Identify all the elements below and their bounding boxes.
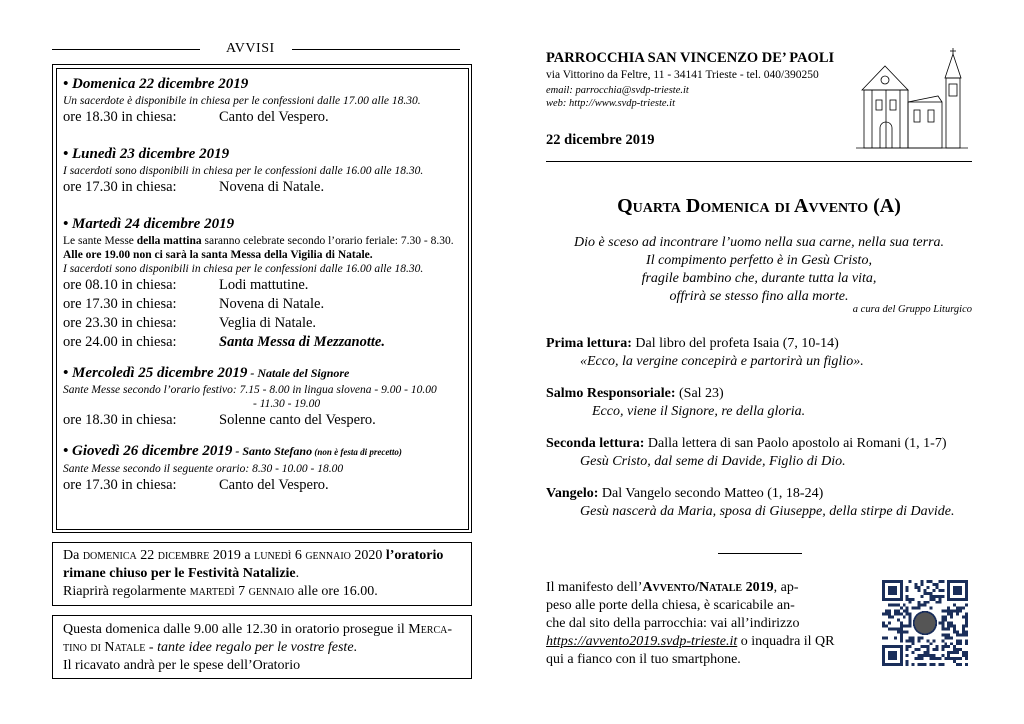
- main-title: Quarta Domenica di Avvento (A): [617, 195, 901, 217]
- parish-name: PARROCCHIA SAN VINCENZO DE’ PAOLI: [546, 50, 835, 66]
- event-martedi: • Martedì 24 dicembre 2019 Le sante Messe della mattina saranno celebrate secondo l’orario feriale: 7.30 - 8.30. Alle ore 19.00 non ci sarà la santa Messa della Vigilia di Natale. I sacerdoti sono disponibili in chiesa per le confessioni dalle 16.00 alle 18.30. ore 08.10 in chiesa: Lodi mattutine. ore 17.30 in chiesa: Novena di Natale. ore 23.30 in chiesa: Veglia di Natale. ore 24.00 in chiesa: Santa Messa di Mezzanotte.: [63, 215, 463, 352]
- parish-address: via Vittorino da Feltre, 11 - 34141 Trieste - tel. 040/390250: [546, 69, 819, 81]
- reading-seconda: Seconda lettura: Dalla lettera di san Paolo apostolo ai Romani (1, 1-7) Gesù Cristo, dal seme di Davide, Figlio di Dio.: [546, 436, 947, 469]
- bulletin-date: 22 dicembre 2019: [546, 132, 655, 148]
- church-drawing: [852, 44, 972, 152]
- event-mercoledi: • Mercoledì 25 dicembre 2019 - Natale del Signore Sante Messe secondo l’orario festivo: 7.15 - 8.00 in lingua slovena - 9.00 - 10.00 - 11.30 - 19.00 ore 18.30 in chiesa: Solenne canto del Vespero.: [63, 364, 463, 430]
- event-lunedi: • Lunedì 23 dicembre 2019 I sacerdoti sono disponibili in chiesa per le confessioni dalle 16.00 alle 18.30. ore 17.30 in chiesa: Novena di Natale.: [63, 145, 463, 197]
- schedule-row: ore 17.30 in chiesa: Novena di Natale.: [63, 179, 325, 195]
- event-giovedi: • Giovedì 26 dicembre 2019 - Santo Stefano (non è festa di precetto) Sante Messe secondo il seguente orario: 8.30 - 10.00 - 18.00 ore 17.30 in chiesa: Canto del Vespero.: [63, 442, 463, 495]
- schedule-row: ore 17.30 in chiesa: Novena di Natale.: [63, 296, 325, 312]
- event-domenica: • Domenica 22 dicembre 2019 Un sacerdote è disponibile in chiesa per le confessioni dalle 17.00 alle 18.30. ore 18.30 in chiesa: Canto del Vespero.: [63, 75, 463, 127]
- reading-prima: Prima lettura: Dal libro del profeta Isaia (7, 10-14) «Ecco, la vergine concepirà e partorirà un figlio».: [546, 336, 864, 369]
- parish-email: email: parrocchia@svdp-trieste.it: [546, 85, 689, 96]
- reading-vangelo: Vangelo: Dal Vangelo secondo Matteo (1, 18-24) Gesù nascerà da Maria, sposa di Giuseppe, della stirpe di Davide.: [546, 486, 955, 519]
- parish-web: web: http://www.svdp-trieste.it: [546, 98, 676, 109]
- manifesto-link[interactable]: https://avvento2019.svdp-trieste.it: [546, 634, 738, 649]
- schedule-row: ore 17.30 in chiesa: Canto del Vespero.: [63, 477, 329, 493]
- avvisi-box: [52, 64, 472, 533]
- quote-credit: a cura del Gruppo Liturgico: [852, 304, 972, 315]
- schedule-row: ore 18.30 in chiesa: Solenne canto del Vespero.: [63, 412, 376, 428]
- schedule-row: ore 08.10 in chiesa: Lodi mattutine.: [63, 277, 309, 293]
- schedule-row: ore 23.30 in chiesa: Veglia di Natale.: [63, 315, 317, 331]
- qr-code-icon: [882, 580, 968, 666]
- mercatino-notice: Questa domenica dalle 9.00 alle 12.30 in oratorio prosegue il Merca- tino di Natale - tante idee regalo per le vostre feste. Il ricavato andrà per le spese dell’Oratorio: [52, 615, 472, 679]
- liturgy-quote: Dio è sceso ad incontrare l’uomo nella sua carne, nella sua terra. Il compimento perfetto è in Gesù Cristo, fragile bambino che, durante tutta la vita, offrirà se stesso fino alla morte.: [573, 235, 945, 304]
- readings: [546, 335, 986, 521]
- oratorio-notice: Da domenica 22 dicembre 2019 a lunedì 6 gennaio 2020 l’oratorio rimane chiuso per le Festività Natalizie. Riaprirà regolarmente martedì 7 gennaio alle ore 16.00.: [52, 542, 472, 606]
- manifesto-text: Il manifesto dell’Avvento/Natale 2019, ap- peso alle porte della chiesa, è scaricabile an- che dal sito della parrocchia: vai all’indirizzo https://avvento2019.svdp-trieste.it o inquadra il QR qui a fianco con il tuo smartphone.: [546, 580, 835, 667]
- schedule-row: ore 24.00 in chiesa: Santa Messa di Mezzanotte.: [63, 334, 385, 350]
- reading-salmo: Salmo Responsoriale: (Sal 23) Ecco, viene il Signore, re della gloria.: [546, 386, 806, 419]
- avvisi-title: AVVISI: [226, 41, 275, 56]
- schedule-row: ore 18.30 in chiesa: Canto del Vespero.: [63, 109, 329, 125]
